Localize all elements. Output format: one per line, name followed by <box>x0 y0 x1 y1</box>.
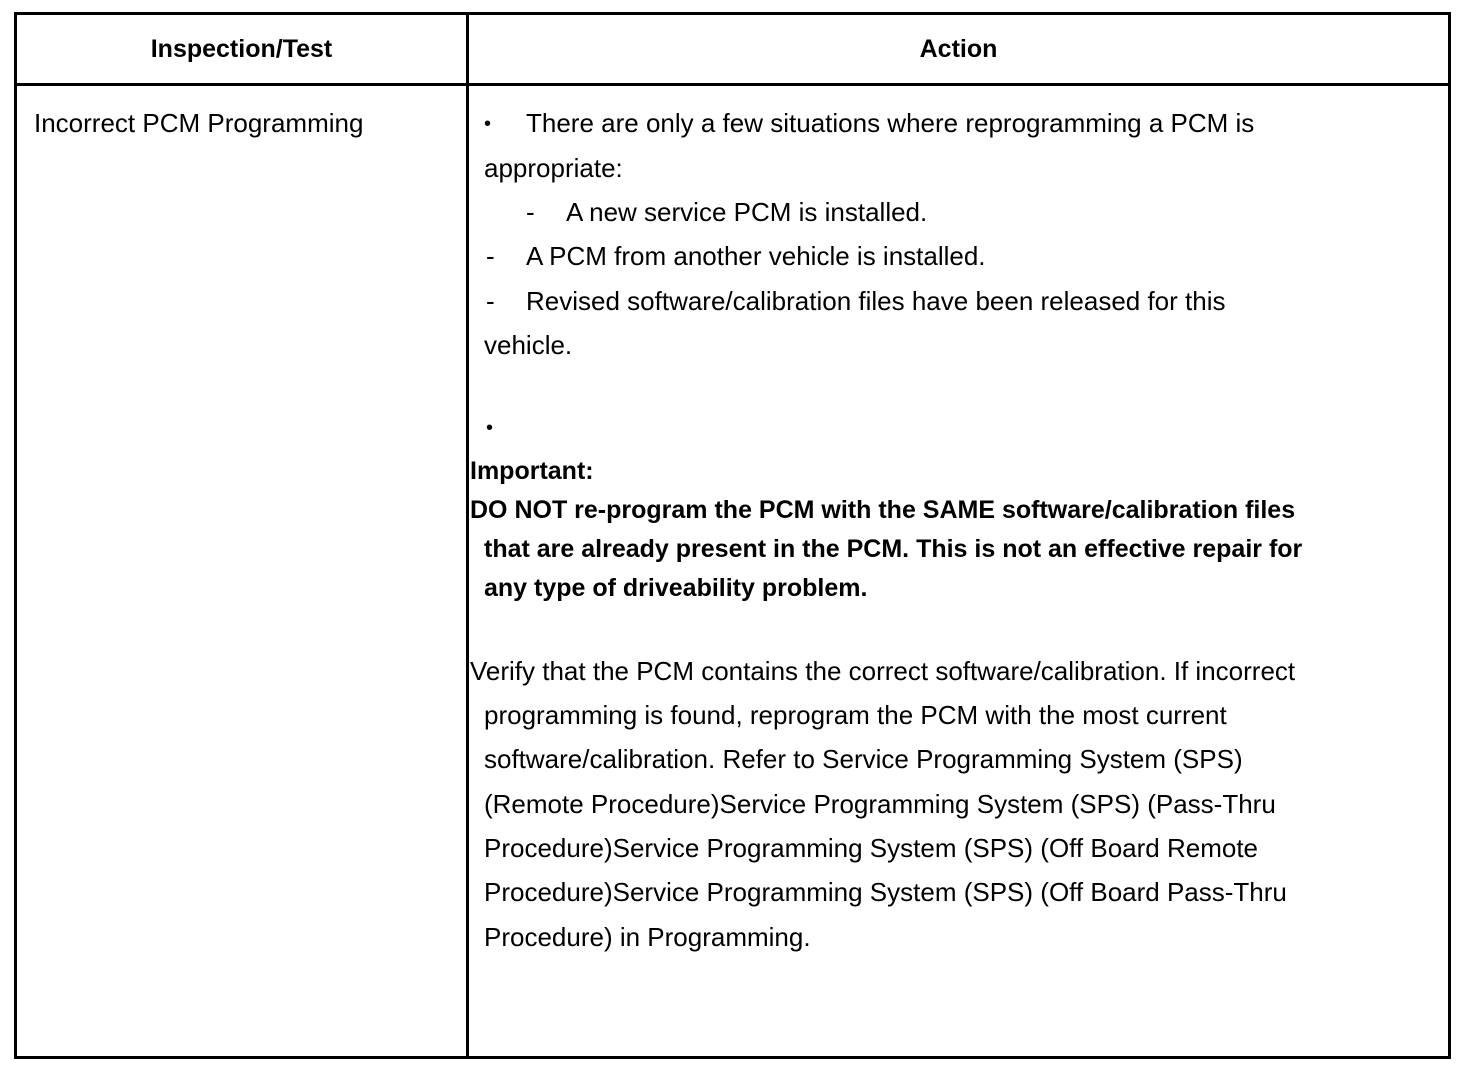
important-label: Important: <box>470 457 594 485</box>
sub-item-text: A PCM from another vehicle is installed. <box>526 241 986 271</box>
bullet-marker: • <box>484 113 492 135</box>
diagnostic-table <box>14 12 1451 1059</box>
important-text-line: that are already present in the PCM. This is not an effective repair for <box>484 535 1303 563</box>
dash-marker: - <box>526 197 535 227</box>
verify-text-line: Verify that the PCM contains the correct software/calibration. If incorrect <box>470 656 1296 686</box>
header-action: Action <box>919 34 998 63</box>
verify-text-line: (Remote Procedure)Service Programming System (SPS) (Pass-Thru <box>484 789 1276 819</box>
sub-item-text: Revised software/calibration files have been released for this <box>526 286 1226 316</box>
sub-item-continuation: vehicle. <box>484 330 573 360</box>
important-text-line: any type of driveability problem. <box>484 574 868 602</box>
action-cell <box>17 15 1448 1056</box>
verify-text-line: Procedure) in Programming. <box>484 922 811 952</box>
bullet-text-line: There are only a few situations where reprogramming a PCM is <box>526 108 1255 138</box>
verify-text-line: Procedure)Service Programming System (SPS) (Off Board Remote <box>484 833 1259 863</box>
important-text-line: DO NOT re-program the PCM with the SAME software/calibration files <box>470 496 1296 524</box>
header-inspection-test: Inspection/Test <box>150 34 333 63</box>
sub-item-text: A new service PCM is installed. <box>566 197 928 227</box>
bullet-marker: • <box>486 417 494 439</box>
dash-marker: - <box>486 241 495 271</box>
inspection-cell: Incorrect PCM Programming <box>34 108 364 138</box>
verify-text-line: programming is found, reprogram the PCM with the most current <box>484 700 1227 730</box>
verify-text-line: Procedure)Service Programming System (SPS) (Off Board Pass-Thru <box>484 877 1287 907</box>
bullet-text-line: appropriate: <box>484 153 623 183</box>
dash-marker: - <box>486 286 495 316</box>
verify-text-line: software/calibration. Refer to Service Programming System (SPS) <box>484 744 1243 774</box>
